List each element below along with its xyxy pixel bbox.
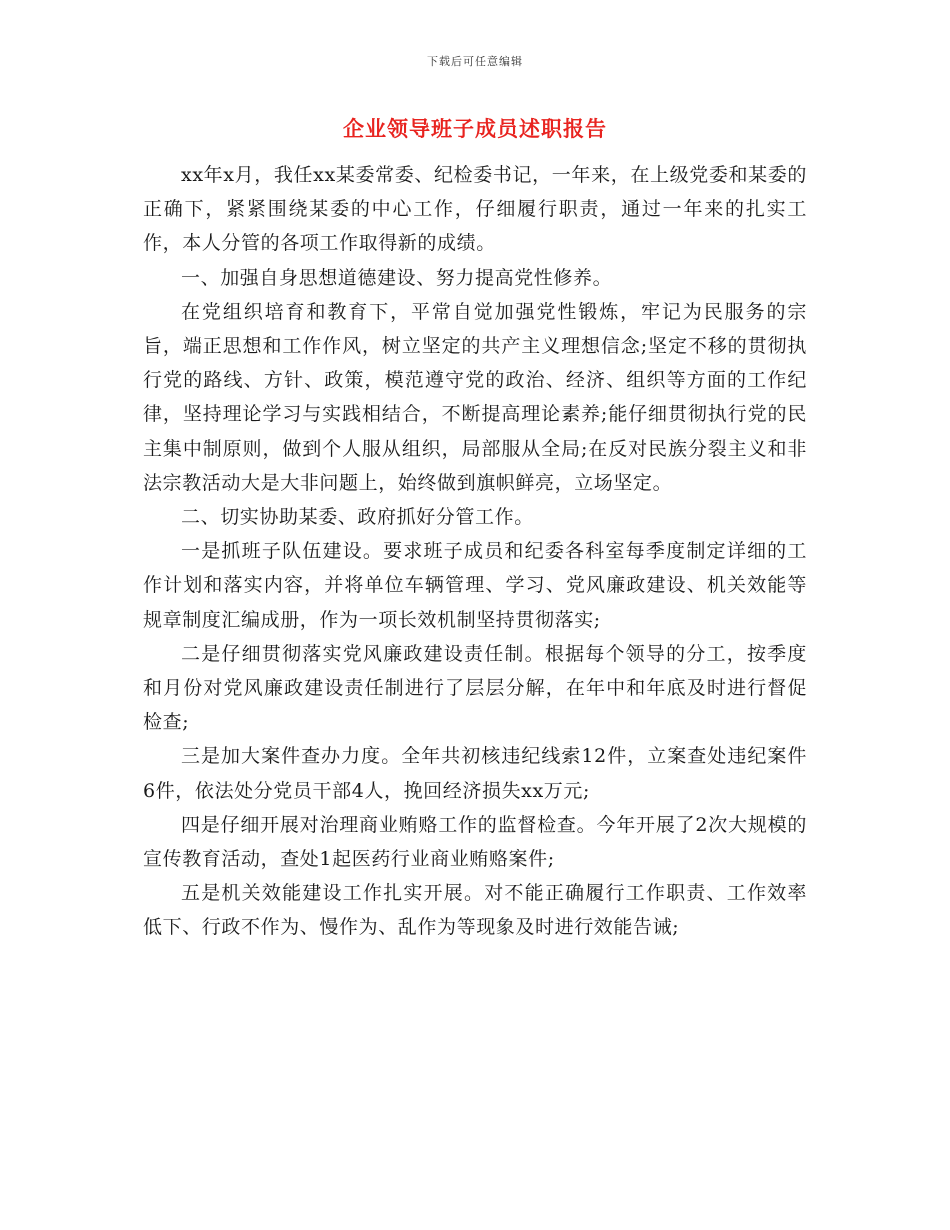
paragraph-item-1: 一是抓班子队伍建设。要求班子成员和纪委各科室每季度制定详细的工作计划和落实内容，并将单位车辆管理、学习、党风廉政建设、机关效能等规章制度汇编成册，作为一项长效机制坚持贯彻落实; <box>143 540 807 631</box>
paragraph-intro: xx年x月，我任xx某委常委、纪检委书记，一年来，在上级党委和某委的正确下，紧紧围绕某委的中心工作，仔细履行职责，通过一年来的扎实工作，本人分管的各项工作取得新的成绩。 <box>143 164 807 255</box>
paragraph-party-building: 在党组织培育和教育下，平常自觉加强党性锻炼，牢记为民服务的宗旨，端正思想和工作作风，树立坚定的共产主义理想信念;坚定不移的贯彻执行党的路线、方针、政策，模范遵守党的政治、经济、组织等方面的工作纪律，坚持理论学习与实践相结合，不断提高理论素养;能仔细贯彻执行党的民主集中制原则，做到个人服从组织，局部服从全局;在反对民族分裂主义和非法宗教活动大是大非问题上，始终做到旗帜鲜亮，立场坚定。 <box>143 300 807 494</box>
paragraph-item-5: 五是机关效能建设工作扎实开展。对不能正确履行工作职责、工作效率低下、行政不作为、慢作为、乱作为等现象及时进行效能告诫; <box>143 882 807 939</box>
section-heading-2: 二、切实协助某委、政府抓好分管工作。 <box>181 506 534 529</box>
document-body <box>143 158 807 945</box>
header-note: 下载后可任意编辑 <box>427 55 523 68</box>
paragraph-item-3: 三是加大案件查办力度。全年共初核违纪线索12件，立案查处违纪案件6件，依法处分党员干部4人，挽回经济损失xx万元; <box>143 745 807 802</box>
paragraph-item-4: 四是仔细开展对治理商业贿赂工作的监督检查。今年开展了2次大规模的宣传教育活动，查处1起医药行业商业贿赂案件; <box>143 813 807 871</box>
section-heading-1: 一、加强自身思想道德建设、努力提高党性修养。 <box>181 266 613 289</box>
document-title: 企业领导班子成员述职报告 <box>343 116 607 141</box>
paragraph-item-2: 二是仔细贯彻落实党风廉政建设责任制。根据每个领导的分工，按季度和月份对党风廉政建设责任制进行了层层分解，在年中和年底及时进行督促检查; <box>143 642 807 734</box>
